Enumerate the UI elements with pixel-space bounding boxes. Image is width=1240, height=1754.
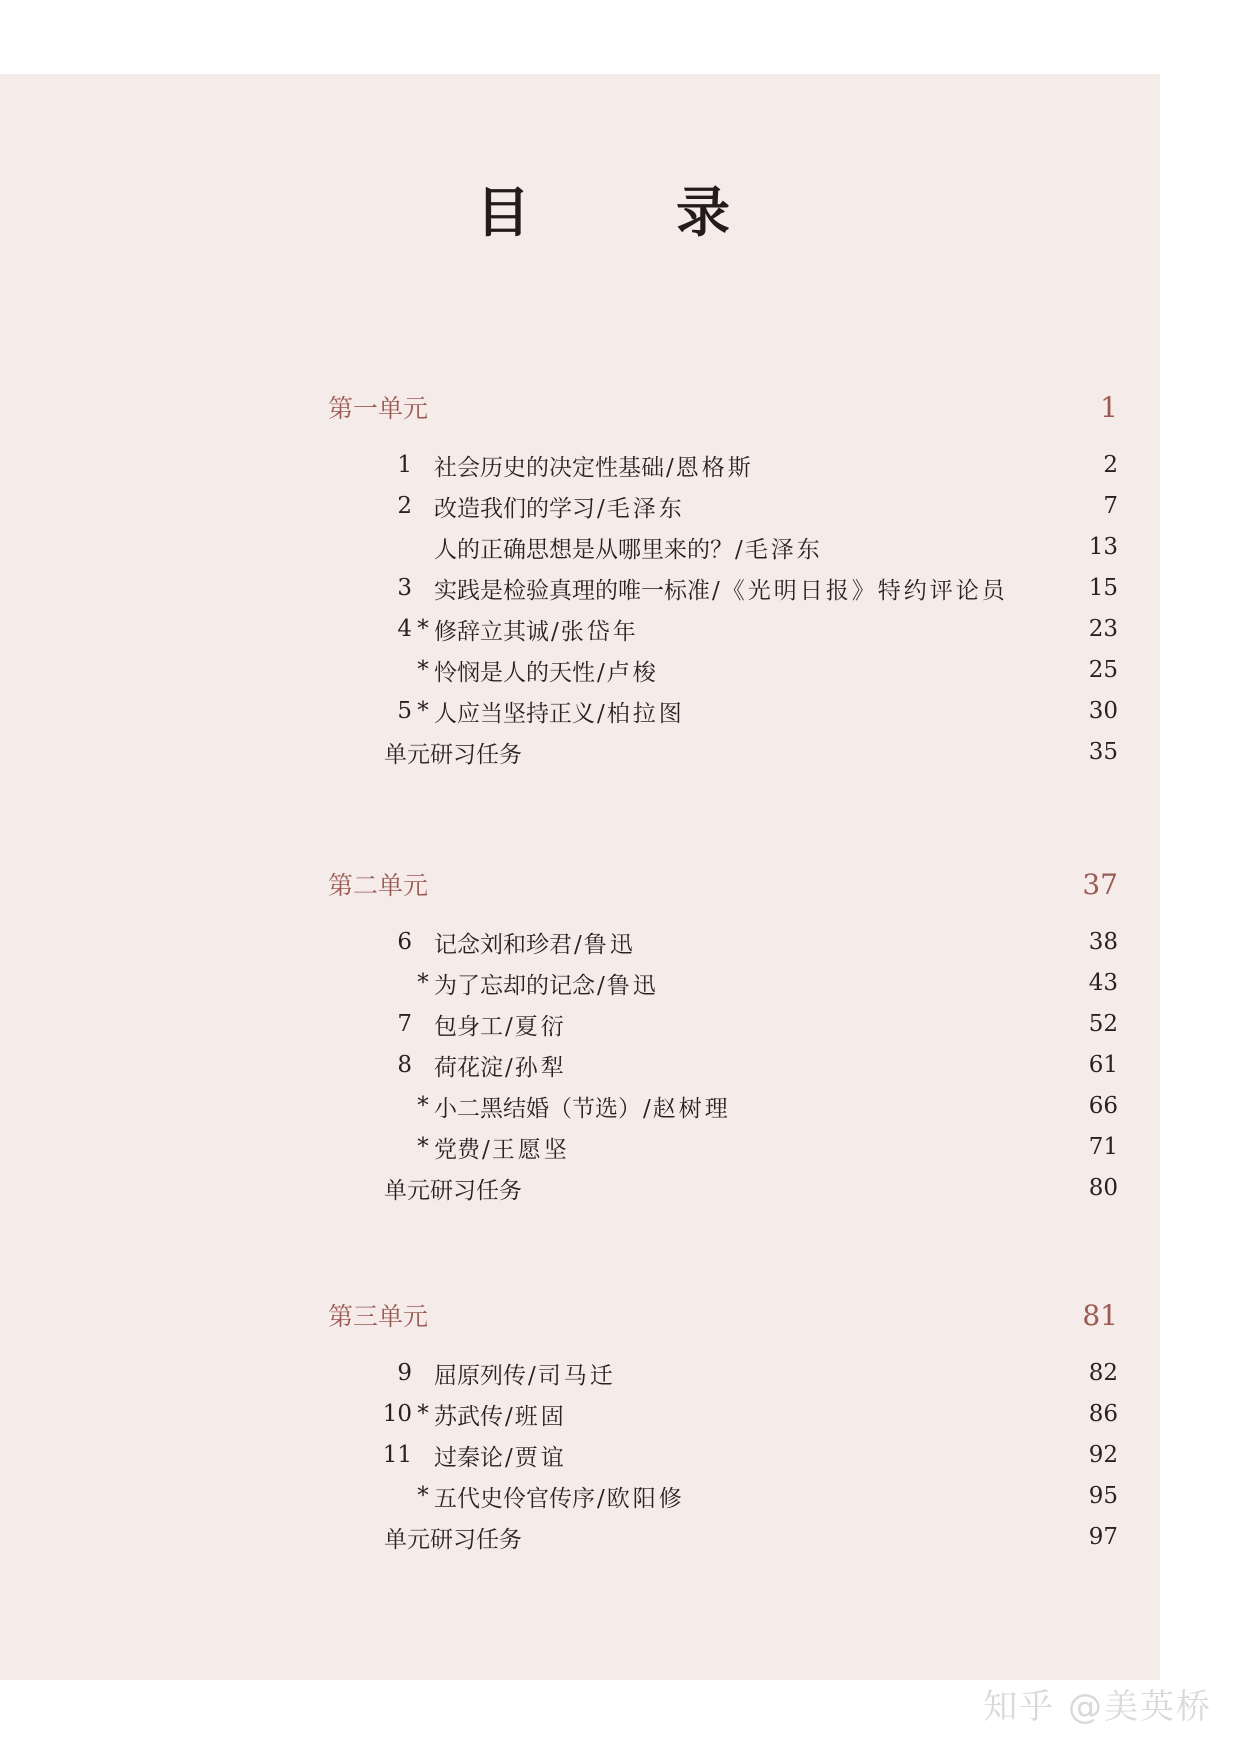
entry-author: 司马迁	[537, 1362, 616, 1389]
entry-number: 4	[397, 616, 412, 642]
entry-author: 王愿坚	[491, 1136, 570, 1163]
unit-heading[interactable]	[328, 387, 1118, 427]
entry-page-number: 38	[1088, 929, 1118, 955]
entry-number: 8	[397, 1052, 412, 1078]
toc-entry[interactable]: * 为了忘却的记念/鲁迅 43	[376, 963, 1118, 1003]
entry-title: 五代史伶官传序	[434, 1485, 595, 1512]
entry-title: 人的正确思想是从哪里来的？	[434, 536, 733, 563]
entry-number: 10	[382, 1401, 412, 1427]
entry-number: 2	[397, 493, 412, 519]
toc-entry[interactable]: 7 包身工/夏衍 52	[376, 1004, 1118, 1044]
entry-title: 记念刘和珍君	[434, 931, 572, 958]
task-page-number: 35	[1088, 739, 1118, 765]
unit-heading[interactable]	[328, 864, 1118, 904]
entry-page-number: 95	[1088, 1483, 1118, 1509]
entry-star: *	[417, 970, 429, 996]
entry-number: 7	[397, 1011, 412, 1037]
entry-page-number: 52	[1088, 1011, 1118, 1037]
toc-entry[interactable]: * 党费/王愿坚 71	[376, 1127, 1118, 1167]
entry-title: 修辞立其诚	[434, 618, 549, 645]
entry-author: 欧阳修	[606, 1485, 685, 1512]
entry-page-number: 30	[1088, 698, 1118, 724]
toc-entry[interactable]: 9 屈原列传/司马迁 82	[376, 1353, 1118, 1393]
entry-page-number: 2	[1103, 452, 1118, 478]
entry-title: 苏武传	[434, 1403, 503, 1430]
entry-title: 小二黑结婚（节选）	[434, 1095, 641, 1122]
entry-author: 柏拉图	[606, 700, 685, 727]
entry-title: 包身工	[434, 1013, 503, 1040]
entry-title: 社会历史的决定性基础	[434, 454, 664, 481]
toc-entry[interactable]: * 五代史伶官传序/欧阳修 95	[376, 1476, 1118, 1516]
unit-label: 第一单元	[328, 394, 429, 423]
entry-author: 毛泽东	[744, 536, 823, 563]
entry-title: 实践是检验真理的唯一标准	[434, 577, 710, 604]
unit-label: 第二单元	[328, 871, 429, 900]
unit-task[interactable]	[384, 732, 1118, 772]
entry-star: *	[417, 1093, 429, 1119]
entry-title: 过秦论	[434, 1444, 503, 1471]
entry-number: 5	[397, 698, 412, 724]
entry-page-number: 92	[1088, 1442, 1118, 1468]
entry-page-number: 15	[1088, 575, 1118, 601]
entry-number: 1	[397, 452, 412, 478]
toc-entry[interactable]: 2 改造我们的学习/毛泽东 7	[376, 486, 1118, 526]
entry-number: 9	[397, 1360, 412, 1386]
entry-author: 毛泽东	[606, 495, 685, 522]
entry-number: 11	[382, 1442, 412, 1468]
unit-task[interactable]	[384, 1168, 1118, 1208]
entry-title: 人应当坚持正义	[434, 700, 595, 727]
entry-author: 孙犁	[514, 1054, 567, 1081]
entry-title: 改造我们的学习	[434, 495, 595, 522]
entry-page-number: 66	[1088, 1093, 1118, 1119]
toc-entry[interactable]: 3 实践是检验真理的唯一标准/《光明日报》特约评论员 15	[376, 568, 1118, 608]
toc-entry[interactable]: 人的正确思想是从哪里来的？/毛泽东 13	[434, 534, 1118, 563]
entry-page-number: 7	[1103, 493, 1118, 519]
entry-author: 班固	[514, 1403, 567, 1430]
entry-author: 恩格斯	[675, 454, 754, 481]
unit-page-number: 1	[1100, 390, 1118, 424]
entry-number: 3	[397, 575, 412, 601]
toc-entry[interactable]: 5 * 人应当坚持正义/柏拉图 30	[376, 691, 1118, 731]
unit-label: 第三单元	[328, 1302, 429, 1331]
entry-star: *	[417, 616, 429, 642]
entry-star: *	[417, 1401, 429, 1427]
entry-author: 张岱年	[560, 618, 639, 645]
task-label: 单元研习任务	[384, 1526, 522, 1553]
entry-author: 卢梭	[606, 659, 659, 686]
entry-star: *	[417, 1134, 429, 1160]
entry-page-number: 13	[1088, 534, 1118, 560]
toc-entry[interactable]: 11 过秦论/贾谊 92	[376, 1435, 1118, 1475]
entry-title: 党费	[434, 1136, 480, 1163]
toc-entry[interactable]: 8 荷花淀/孙犁 61	[376, 1045, 1118, 1085]
toc-entry[interactable]: * 小二黑结婚（节选）/赵树理 66	[376, 1086, 1118, 1126]
task-label: 单元研习任务	[384, 741, 522, 768]
task-page-number: 97	[1088, 1524, 1118, 1550]
entry-author: 赵树理	[652, 1095, 731, 1122]
entry-page-number: 82	[1088, 1360, 1118, 1386]
unit-page-number: 81	[1082, 1298, 1118, 1332]
toc-entry[interactable]: 4 * 修辞立其诚/张岱年 23	[376, 609, 1118, 649]
toc-entry[interactable]: 10 * 苏武传/班固 86	[376, 1394, 1118, 1434]
entry-page-number: 86	[1088, 1401, 1118, 1427]
entry-title: 为了忘却的记念	[434, 972, 595, 999]
entry-author: 夏衍	[514, 1013, 567, 1040]
page-title: 目 录	[476, 180, 776, 244]
entry-star: *	[417, 1483, 429, 1509]
unit-heading[interactable]	[328, 1295, 1118, 1335]
entry-number: 6	[397, 929, 412, 955]
toc-entry[interactable]: 1 社会历史的决定性基础/恩格斯 2	[376, 445, 1118, 485]
watermark-text: 知乎 @美英桥	[983, 1687, 1212, 1727]
toc-entry[interactable]: * 怜悯是人的天性/卢梭 25	[376, 650, 1118, 690]
entry-page-number: 61	[1088, 1052, 1118, 1078]
entry-author: 鲁迅	[606, 972, 659, 999]
task-page-number: 80	[1088, 1175, 1118, 1201]
entry-title: 怜悯是人的天性	[434, 659, 595, 686]
unit-task[interactable]	[384, 1517, 1118, 1557]
entry-page-number: 43	[1088, 970, 1118, 996]
entry-title: 荷花淀	[434, 1054, 503, 1081]
entry-star: *	[417, 657, 429, 683]
toc-entry[interactable]: 6 记念刘和珍君/鲁迅 38	[376, 922, 1118, 962]
entry-star: *	[417, 698, 429, 724]
entry-page-number: 25	[1088, 657, 1118, 683]
entry-author: 鲁迅	[583, 931, 636, 958]
toc-page	[0, 74, 1160, 1680]
entry-author: 《光明日报》特约评论员	[721, 577, 1008, 604]
entry-author: 贾谊	[514, 1444, 567, 1471]
entry-title: 屈原列传	[434, 1362, 526, 1389]
entry-page-number: 71	[1088, 1134, 1118, 1160]
unit-page-number: 37	[1082, 867, 1118, 901]
task-label: 单元研习任务	[384, 1177, 522, 1204]
entry-page-number: 23	[1088, 616, 1118, 642]
